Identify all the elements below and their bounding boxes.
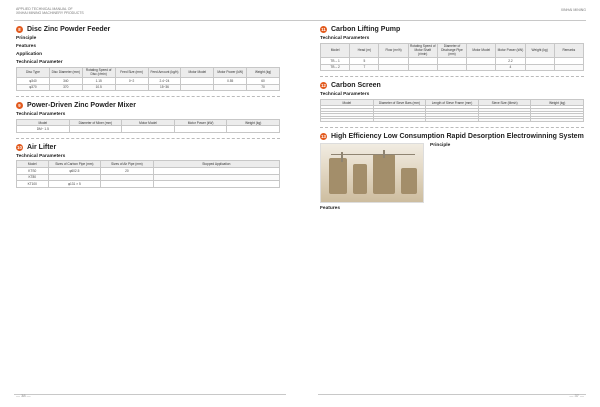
table-header: Head (m) — [350, 43, 379, 58]
table-header: Diameter of Mixer (mm) — [69, 119, 122, 126]
air-lifter-table — [16, 160, 280, 187]
zinc-mixer-table — [16, 119, 280, 133]
section-number: 10 — [17, 144, 22, 150]
section-title-text: Disc Zinc Powder Feeder — [27, 26, 111, 33]
table-cell — [69, 126, 122, 133]
table-header: Motor Power (kW) — [174, 119, 227, 126]
table-cell: φ370 — [17, 84, 50, 91]
table-cell: 340 — [49, 78, 82, 85]
table-header: Feed Size (mm) — [115, 67, 148, 78]
table-cell — [408, 58, 437, 65]
features-heading: Features — [16, 44, 36, 49]
table-header: Diameter of Discharge Pipe (mm) — [437, 43, 466, 58]
table-header: Diameter of Sieve Bars (mm) — [373, 99, 426, 106]
table-cell — [101, 181, 154, 188]
section-zinc-mixer-title — [16, 102, 280, 109]
table-cell: φ131 × 5 — [48, 181, 101, 188]
table-header: Disc Diameter (mm) — [49, 67, 82, 78]
table-header: Model — [321, 99, 374, 106]
table-cell: 15~36 — [148, 84, 181, 91]
footer-divider-right — [318, 394, 586, 395]
table-row — [321, 58, 584, 65]
table-cell — [214, 84, 247, 91]
table-cell — [153, 181, 279, 188]
table-header: Weight (kg) — [227, 119, 280, 126]
table-cell — [426, 119, 479, 122]
table-cell — [554, 64, 583, 71]
table-cell — [379, 64, 408, 71]
table-cell — [379, 58, 408, 65]
zinc-feeder-table — [16, 67, 280, 92]
section-title-text: Power-Driven Zinc Powder Mixer — [27, 102, 136, 110]
table-header: Model — [17, 119, 70, 126]
technical-parameter-heading: Technical Parameter — [16, 60, 63, 65]
table-cell: TB – 1 — [321, 58, 350, 65]
page-number-right: — 37 — — [569, 393, 584, 398]
technical-parameter-heading: Technical Parameters — [320, 92, 370, 98]
table-cell: KT100 — [17, 181, 49, 188]
table-cell — [153, 174, 279, 181]
table-row — [17, 78, 280, 85]
section-number: 11 — [321, 27, 326, 32]
section-electrowinning-title — [320, 133, 584, 140]
table-cell: 70 — [247, 84, 280, 91]
application-heading: Application — [16, 52, 43, 57]
table-cell: 4 — [496, 64, 525, 71]
table-header: Length of Sieve Frame (mm) — [426, 99, 479, 106]
section-carbon-pump-title — [320, 26, 584, 33]
table-header: Motor Power (kW) — [496, 43, 525, 58]
table-header: Weight (kg) — [525, 43, 554, 58]
table-cell — [437, 58, 466, 65]
section-divider — [16, 96, 280, 97]
table-header: Sieve Size (Mesh) — [478, 99, 531, 106]
table-cell — [181, 78, 214, 85]
table-row — [17, 174, 280, 181]
table-cell: 5 — [350, 58, 379, 65]
table-header: Stopped Application — [153, 161, 279, 168]
table-cell — [115, 84, 148, 91]
table-cell — [467, 64, 496, 71]
table-cell — [48, 174, 101, 181]
table-header: Motor Power (kW) — [214, 67, 247, 78]
page-number-left: — 38 — — [16, 393, 31, 398]
table-row — [321, 119, 584, 122]
table-cell — [227, 126, 280, 133]
table-header: Weight (kg) — [247, 67, 280, 78]
section-number: 8 — [16, 26, 23, 33]
table-header: Motor Model — [122, 119, 175, 126]
table-cell — [153, 168, 279, 175]
table-cell: 20 — [101, 168, 154, 175]
features-heading: Features — [320, 205, 340, 211]
table-header: Rotating Speed of Motor Shaft (r/min) — [410, 44, 436, 57]
table-cell — [321, 119, 374, 122]
table-cell: φ602.5 — [48, 168, 101, 175]
table-cell: φ340 — [17, 78, 50, 85]
table-cell — [478, 119, 531, 122]
header-divider — [14, 20, 586, 21]
electrowinning-intro — [320, 143, 584, 203]
table-cell — [554, 58, 583, 65]
table-cell — [525, 64, 554, 71]
table-cell: 60 — [247, 78, 280, 85]
brand-label: XINHAI MINING — [560, 8, 586, 12]
technical-parameter-heading: Technical Parameters — [320, 36, 370, 41]
table-header: Feed Amount (kg/h) — [148, 67, 181, 78]
carbon-screen-table — [320, 99, 584, 122]
table-cell — [437, 64, 466, 71]
section-divider — [320, 127, 584, 128]
table-header: Motor Model — [181, 67, 214, 78]
electrowinning-system-photo — [320, 143, 424, 203]
left-column — [16, 26, 280, 189]
carbon-pump-table — [320, 43, 584, 72]
table-row — [17, 84, 280, 91]
principle-heading: Principle — [430, 142, 451, 148]
table-cell — [174, 126, 227, 133]
technical-parameter-heading: Technical Parameters — [16, 153, 66, 159]
table-header: Weight (kg) — [531, 99, 584, 106]
table-cell: 0~2 — [115, 78, 148, 85]
table-row — [17, 126, 280, 133]
manual-title — [16, 7, 84, 15]
table-cell: 370 — [49, 84, 82, 91]
section-number: 13 — [321, 133, 326, 139]
table-row — [321, 64, 584, 71]
table-cell — [181, 84, 214, 91]
manual-title-line1: APPLIED TECHNICAL MANUAL OF — [16, 7, 73, 11]
table-cell: 2.4~24 — [148, 78, 181, 85]
table-header: Motor Model — [467, 43, 496, 58]
table-header: Rotating Speed of Disc (r/min) — [82, 67, 115, 78]
principle-block — [430, 143, 584, 203]
table-cell: 0.55 — [214, 78, 247, 85]
table-cell: 7 — [350, 64, 379, 71]
table-cell: DM~ 1.5 — [17, 126, 70, 133]
table-header: Disc Type — [17, 67, 50, 78]
section-divider — [320, 76, 584, 77]
table-cell: KTS0 — [17, 168, 49, 175]
table-row — [17, 168, 280, 175]
technical-parameter-heading: Technical Parameters — [16, 112, 66, 118]
table-header: Model — [17, 161, 49, 168]
section-title-text: Carbon Lifting Pump — [331, 26, 401, 33]
table-cell — [467, 58, 496, 65]
manual-title-line2: XINHAI MINING MACHINERY PRODUCTS — [16, 11, 84, 16]
section-number: 12 — [321, 83, 326, 89]
section-carbon-screen-title — [320, 82, 584, 89]
right-column — [320, 26, 584, 212]
table-cell — [101, 174, 154, 181]
section-title-text: Air Lifter — [27, 143, 57, 151]
section-title-text: Carbon Screen — [331, 82, 381, 90]
section-number: 9 — [16, 102, 23, 109]
table-cell: 1.15 — [82, 78, 115, 85]
section-zinc-feeder-title — [16, 26, 280, 33]
table-cell: TB – 2 — [321, 64, 350, 71]
table-header: Remarks — [554, 43, 583, 58]
table-cell: 2.2 — [496, 58, 525, 65]
table-cell — [408, 64, 437, 71]
table-header: Sizes of Carbon Pipe (mm) — [48, 161, 101, 168]
section-divider — [16, 138, 280, 139]
table-cell — [122, 126, 175, 133]
section-air-lifter-title — [16, 144, 280, 151]
table-cell: KT80 — [17, 174, 49, 181]
footer-divider-left — [14, 394, 286, 395]
table-row — [17, 181, 280, 188]
table-header: Sizes of Air Pipe (mm) — [101, 161, 154, 168]
principle-heading: Principle — [16, 36, 37, 41]
section-title-text: High Efficiency Low Consumption Rapid Desorption Electrowinning System — [331, 132, 584, 140]
table-cell — [525, 58, 554, 65]
table-cell — [373, 119, 426, 122]
table-cell: 10.5 — [82, 84, 115, 91]
table-header: Flow (m³/h) — [379, 43, 408, 58]
table-cell — [531, 119, 584, 122]
table-header: Model — [321, 43, 350, 58]
